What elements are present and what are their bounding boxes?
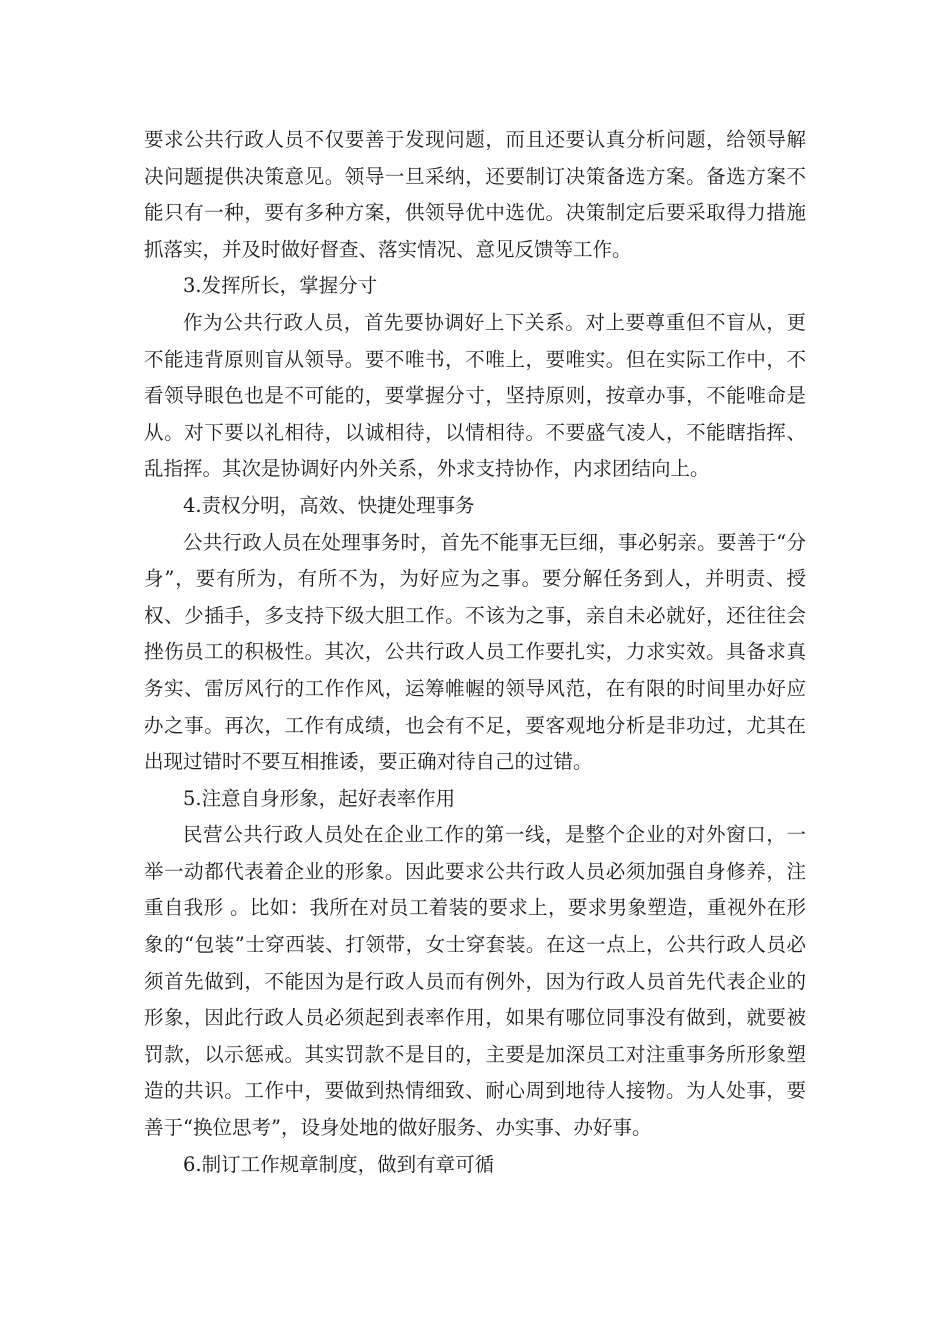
continuation-paragraph: 要求公共行政人员不仅要善于发现问题，而且还要认真分析问题，给领导解决问题提供决策意见。领导一旦采纳，还要制订决策备选方案。备选方案不能只有一种，要有多种方案，供领导优中选优。决策制定后要采取得力措施抓落实，并及时做好督查、落实情况、意见反馈等工作。: [144, 128, 806, 261]
section-heading-3: 3.发挥所长，掌握分寸: [183, 274, 378, 298]
document-page: [144, 122, 806, 1183]
section-heading-5: 5.注意自身形象，起好表率作用: [183, 786, 456, 810]
section-heading-6: 6.制订工作规章制度，做到有章可循: [183, 1152, 495, 1176]
body-paragraph-4: 公共行政人员在处理事务时，首先不能事无巨细，事必躬亲。要善于“分身”，要有所为，有所不为，为好应为之事。要分解任务到人，并明责、授权、少插手，多支持下级大胆工作。不该为之事，亲自未必就好，还往往会挫伤员工的积极性。其次，公共行政人员工作要扎实，力求实效。具备求真务实、雷厉风行的工作作风，运筹帷幄的领导风范，在有限的时间里办好应办之事。再次，工作有成绩，也会有不足，要客观地分析是非功过，尤其在出现过错时不要互相推诿，要正确对待自己的过错。: [144, 530, 806, 774]
body-paragraph-5: 民营公共行政人员处在企业工作的第一线，是整个企业的对外窗口，一举一动都代表着企业的形象。因此要求公共行政人员必须加强自身修养，注重自我形 。比如：我所在对员工着装的要求上，要求男象塑造，重视外在形象的“包装”士穿西装、打领带，女士穿套装。在这一点上，公共行政人员必须首先做到，不能因为是行政人员而有例外，因为行政人员首先代表企业的形象，因此行政人员必须起到表率作用，如果有哪位同事没有做到，就要被罚款，以示惩戒。其实罚款不是目的，主要是加深员工对注重事务所形象塑造的共识。工作中，要做到热情细致、耐心周到地待人接物。为人处事，要善于“换位思考”，设身处地的做好服务、办实事、办好事。: [144, 823, 806, 1140]
section-heading-4: 4.责权分明，高效、快捷处理事务: [183, 493, 475, 517]
body-paragraph-3: 作为公共行政人员，首先要协调好上下关系。对上要尊重但不盲从，更不能违背原则盲从领导。要不唯书，不唯上，要唯实。但在实际工作中，不看领导眼色也是不可能的，要掌握分寸，坚持原则，按章办事，不能唯命是从。对下要以礼相待，以诚相待，以情相待。不要盛气凌人，不能瞎指挥、乱指挥。其次是协调好内外关系，外求支持协作，内求团结向上。: [144, 310, 806, 481]
